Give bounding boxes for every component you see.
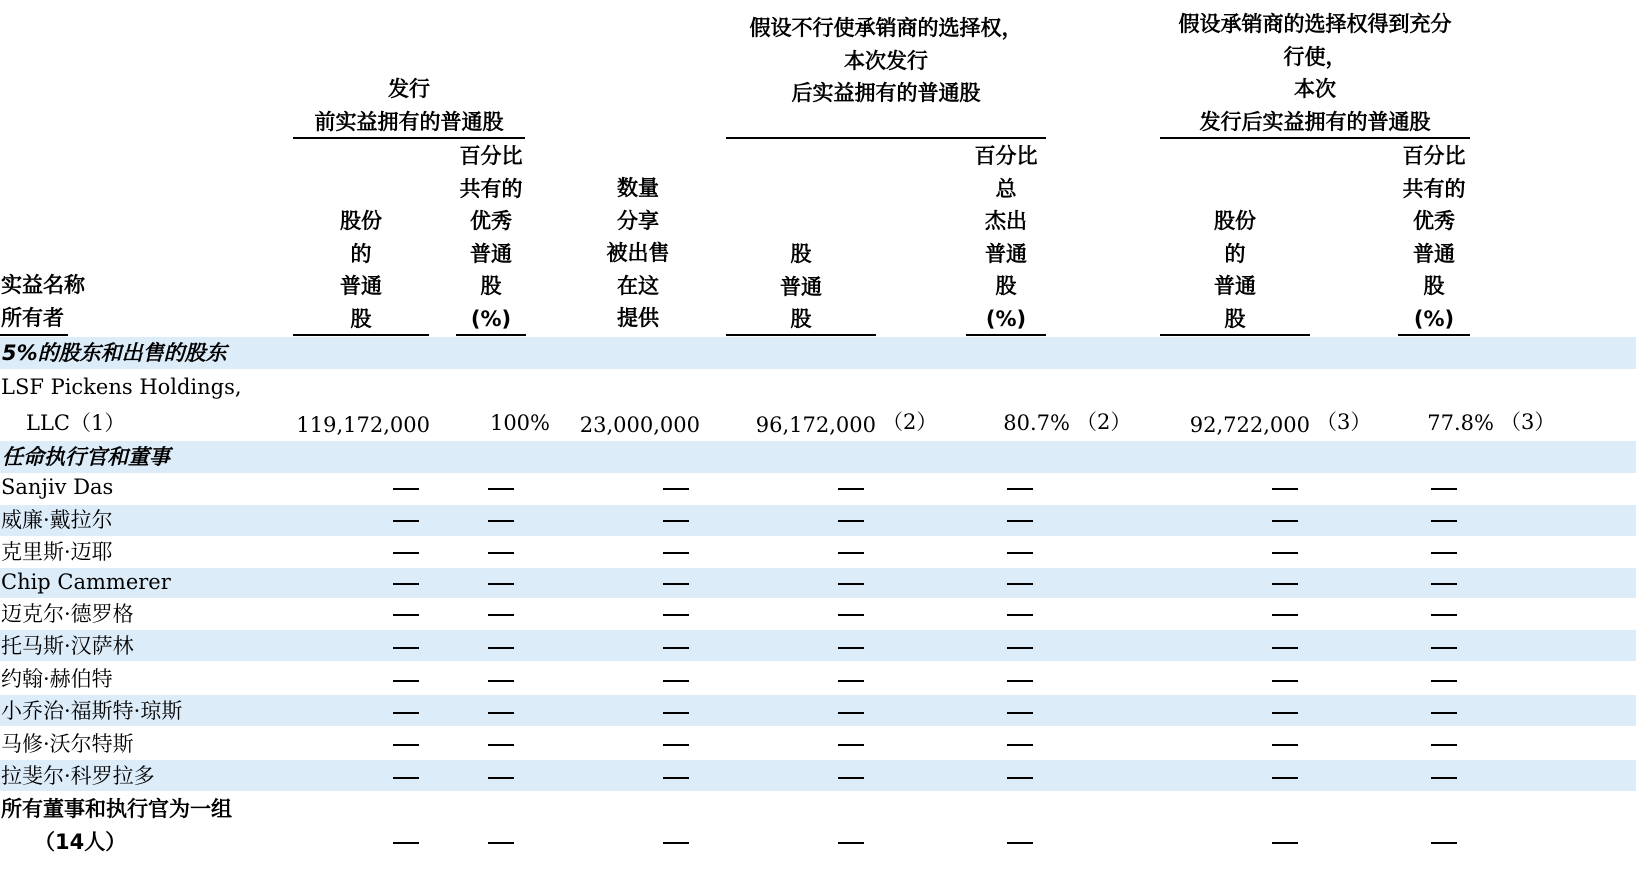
header-col-post-shares [726,238,876,336]
nil-dash [1007,520,1033,522]
nil-dash [1431,680,1457,682]
header-col-offered [590,172,686,335]
nil-dash [1007,777,1033,779]
nil-dash [838,680,864,682]
nil-dash [1007,583,1033,585]
header-text: 股 [790,307,812,331]
nil-dash [1431,744,1457,746]
nil-dash [1272,614,1298,616]
group-label-line2: （14人） [34,830,127,854]
header-rule [1160,137,1470,139]
nil-dash [663,614,689,616]
nil-dash [1007,614,1033,616]
header-text: 股份 [340,209,382,233]
officer-name: 托马斯·汉萨林 [1,634,134,658]
nil-dash [488,488,514,490]
nil-dash [488,712,514,714]
header-text: 普通 [340,274,382,298]
header-text: 股 [995,274,1017,298]
nil-dash [838,552,864,554]
header-text: 前实益拥有的普通股 [314,109,504,134]
officer-name: 迈克尔·德罗格 [1,602,134,626]
header-text: 后实益拥有的普通股 [791,81,981,105]
header-text: 分享 [617,208,659,233]
header-text: 的 [350,241,372,266]
header-rule [1398,334,1470,336]
nil-dash [1272,488,1298,490]
header-text: 实益名称 [1,273,85,297]
nil-dash [1431,583,1457,585]
header-group-no-option [726,12,1046,110]
header-rule [293,137,525,139]
nil-dash [488,842,514,844]
nil-dash [663,744,689,746]
nil-dash [1272,520,1298,522]
header-col-pre-shares [293,205,429,335]
nil-dash [663,552,689,554]
nil-dash [393,614,419,616]
header-group-full-option [1160,8,1470,138]
officer-name: Sanjiv Das [1,475,114,499]
nil-dash [488,614,514,616]
nil-dash [1007,552,1033,554]
section-band [0,441,1636,473]
header-text: 普通 [1214,274,1256,298]
row-band [0,630,1636,661]
nil-dash [1431,520,1457,522]
header-text: 优秀 [1413,209,1455,233]
nil-dash [1272,680,1298,682]
nil-dash [838,520,864,522]
full-shares-value: 92,722,000 [1189,413,1310,437]
header-text: 在这 [617,273,659,298]
nil-dash [1272,647,1298,649]
header-col-full-pct [1398,140,1470,335]
nil-dash [1272,712,1298,714]
officer-name: 拉斐尔·科罗拉多 [1,764,155,788]
nil-dash [1272,744,1298,746]
header-text: 普通 [1413,241,1455,266]
nil-dash [1007,680,1033,682]
header-text: 本次 [1294,77,1336,101]
nil-dash [663,520,689,522]
nil-dash [663,712,689,714]
header-col-post-pct [966,140,1046,335]
nil-dash [1007,744,1033,746]
header-text: 假设承销商的选择权得到充分 [1178,12,1452,36]
header-text: 股 [350,306,372,331]
header-rule [966,334,1046,336]
header-text: 百分比 [459,144,523,168]
header-text: 行使， [1283,44,1347,69]
nil-dash [838,647,864,649]
nil-dash [838,744,864,746]
offered-value: 23,000,000 [579,413,700,437]
header-text: (%) [985,306,1027,331]
header-text: 普通 [985,241,1027,266]
header-rule [726,137,1046,139]
header-text: 假设不行使承销商的选择权， [749,16,1023,40]
nil-dash [393,647,419,649]
header-text: 百分比 [1402,144,1466,168]
nil-dash [488,744,514,746]
nil-dash [838,777,864,779]
holder-name-line1: LSF Pickens Holdings, [1,375,242,399]
row-band [0,760,1636,791]
nil-dash [838,614,864,616]
officer-name: 克里斯·迈耶 [1,540,113,564]
header-rule [456,334,526,336]
header-text: 本次发行 [844,48,928,73]
nil-dash [488,552,514,554]
row-band [0,695,1636,726]
holder-name-line2: LLC（1） [26,411,126,435]
nil-dash [663,777,689,779]
nil-dash [393,552,419,554]
nil-dash [393,520,419,522]
nil-dash [488,647,514,649]
nil-dash [663,647,689,649]
nil-dash [1272,583,1298,585]
nil-dash [1431,842,1457,844]
nil-dash [488,680,514,682]
header-text: (%) [470,306,512,331]
header-rule [726,334,876,336]
nil-dash [1272,777,1298,779]
pre-shares-value: 119,172,000 [296,413,430,437]
nil-dash [1431,552,1457,554]
section-title-holders: 5%的股东和出售的股东 [2,341,227,365]
nil-dash [393,777,419,779]
nil-dash [393,680,419,682]
nil-dash [1431,614,1457,616]
officer-name: 约翰·赫伯特 [1,667,113,691]
header-col-pre-pct [456,140,526,335]
nil-dash [838,488,864,490]
header-text: 总 [995,176,1017,201]
header-text: 股 [480,274,502,298]
header-text: 优秀 [470,209,512,233]
header-text: 股 [790,242,812,266]
full-pct-value: 77.8% [1427,411,1494,435]
header-rule [1160,334,1310,336]
header-text: 股 [1423,274,1445,298]
header-text: 共有的 [1402,176,1466,201]
header-text: 的 [1224,241,1246,266]
officer-name: 马修·沃尔特斯 [1,732,134,756]
header-text: (%) [1413,306,1455,331]
full-pct-footnote: （3） [1500,410,1556,434]
nil-dash [1007,712,1033,714]
nil-dash [838,712,864,714]
header-rule [0,334,68,336]
nil-dash [393,488,419,490]
header-group-pre [293,73,525,138]
nil-dash [1007,842,1033,844]
nil-dash [1272,552,1298,554]
nil-dash [1431,712,1457,714]
post-shares-value: 96,172,000 [755,413,876,437]
nil-dash [1431,647,1457,649]
nil-dash [663,583,689,585]
nil-dash [393,744,419,746]
header-text: 数量 [617,176,659,200]
header-text: 普通 [470,241,512,266]
pre-pct-value: 100% [489,411,550,435]
nil-dash [1007,647,1033,649]
nil-dash [1007,488,1033,490]
officer-name: 小乔治·福斯特·琼斯 [1,699,183,723]
row-band [0,505,1636,536]
full-shares-footnote: （3） [1316,410,1372,434]
nil-dash [393,583,419,585]
nil-dash [393,842,419,844]
post-shares-footnote: （2） [882,410,938,434]
nil-dash [838,842,864,844]
header-text: 杰出 [985,209,1027,233]
post-pct-footnote: （2） [1076,410,1132,434]
header-text: 百分比 [974,144,1038,168]
officer-name: Chip Cammerer [1,570,171,594]
header-text: 所有者 [1,305,64,330]
nil-dash [488,583,514,585]
section-band [0,337,1636,369]
header-text: 发行后实益拥有的普通股 [1199,109,1431,134]
nil-dash [1272,842,1298,844]
header-text: 提供 [617,306,659,330]
header-text: 普通 [780,274,822,299]
header-text: 股 [1224,306,1246,331]
header-text: 共有的 [459,176,523,201]
nil-dash [838,583,864,585]
nil-dash [488,777,514,779]
nil-dash [663,842,689,844]
header-text: 被出售 [606,241,670,265]
header-text: 股份 [1214,209,1256,233]
header-col-full-shares [1160,205,1310,335]
officer-name: 威廉·戴拉尔 [1,508,113,532]
section-title-officers: 任命执行官和董事 [2,445,170,469]
nil-dash [1431,488,1457,490]
nil-dash [663,488,689,490]
header-rule [293,334,429,336]
post-pct-value: 80.7% [1003,411,1070,435]
header-col-owner [1,269,201,334]
group-label-line1: 所有董事和执行官为一组 [1,797,232,821]
nil-dash [488,520,514,522]
header-text: 发行 [388,77,430,101]
nil-dash [393,712,419,714]
nil-dash [663,680,689,682]
row-band [0,568,1636,598]
nil-dash [1431,777,1457,779]
